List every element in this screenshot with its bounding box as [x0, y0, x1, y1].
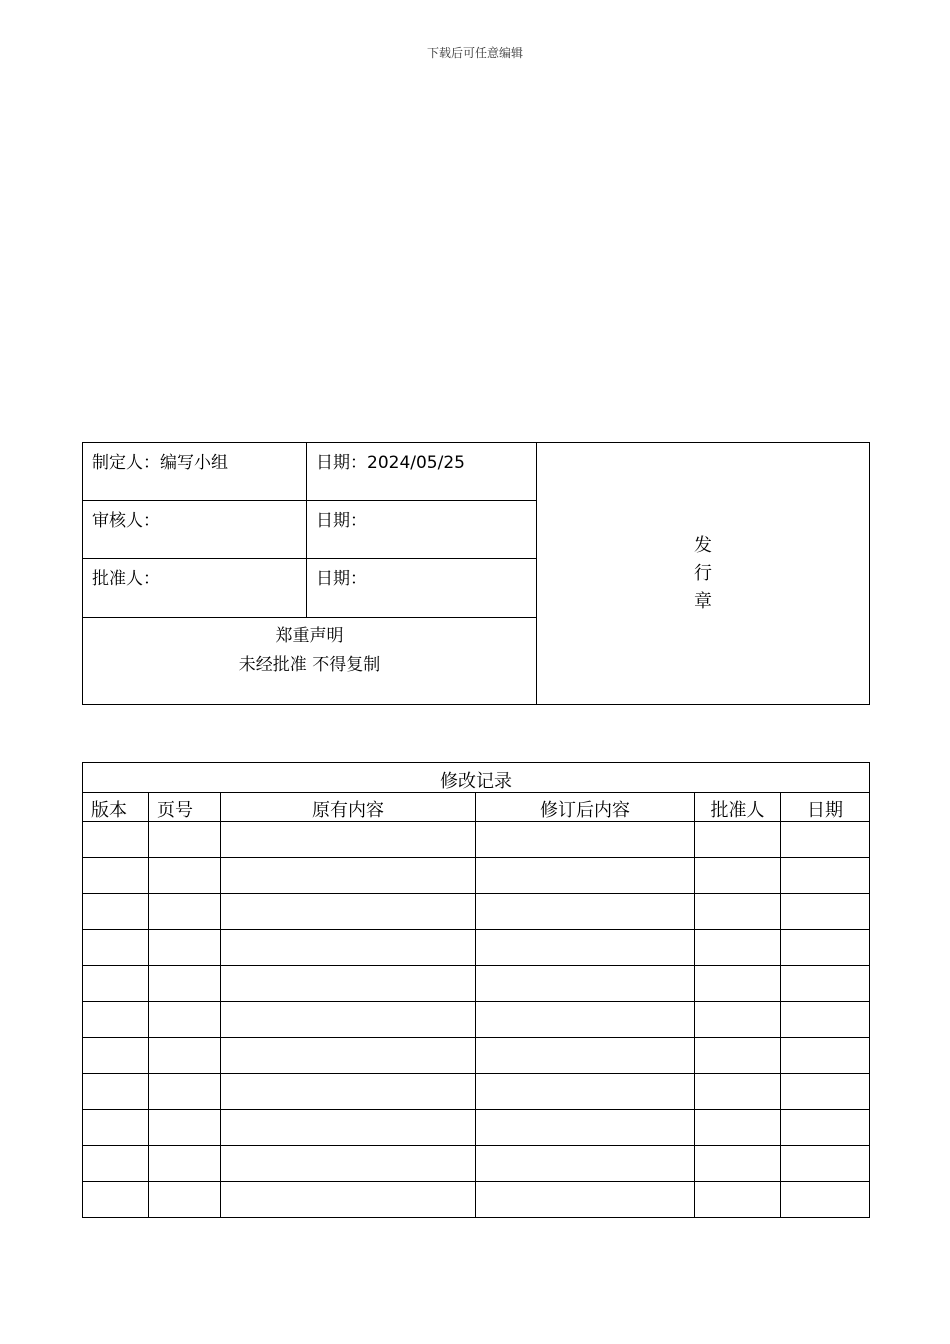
table-cell[interactable]: [476, 822, 695, 858]
table-cell[interactable]: [221, 1002, 476, 1038]
column-header-page: 页号: [149, 793, 221, 822]
table-row: [83, 1038, 870, 1074]
stamp-char: 章: [694, 590, 712, 612]
table-cell[interactable]: [83, 966, 149, 1002]
table-cell[interactable]: [695, 1110, 781, 1146]
table-cell[interactable]: [695, 1074, 781, 1110]
table-cell[interactable]: [221, 1182, 476, 1218]
table-cell[interactable]: [781, 1002, 870, 1038]
table-cell[interactable]: [221, 1038, 476, 1074]
table-row: [83, 858, 870, 894]
issue-stamp-cell: [537, 443, 870, 705]
table-row: [83, 1110, 870, 1146]
table-cell[interactable]: [149, 1182, 221, 1218]
table-row: [83, 966, 870, 1002]
table-cell[interactable]: [149, 894, 221, 930]
table-cell[interactable]: [476, 1182, 695, 1218]
table-row: [83, 894, 870, 930]
table-cell[interactable]: [781, 966, 870, 1002]
table-cell[interactable]: [221, 894, 476, 930]
table-cell[interactable]: [83, 1182, 149, 1218]
table-cell[interactable]: [476, 1074, 695, 1110]
table-cell[interactable]: [149, 822, 221, 858]
table-cell[interactable]: [83, 894, 149, 930]
declaration-cell: [83, 618, 537, 705]
table-cell[interactable]: [149, 1146, 221, 1182]
table-cell[interactable]: [476, 1146, 695, 1182]
table-cell[interactable]: [781, 930, 870, 966]
table-cell[interactable]: [83, 1110, 149, 1146]
column-header-version: 版本: [83, 793, 149, 822]
table-cell[interactable]: [781, 1182, 870, 1218]
table-cell[interactable]: [221, 966, 476, 1002]
table-cell[interactable]: [149, 1002, 221, 1038]
header-note: 下载后可任意编辑: [426, 46, 523, 60]
revision-table: [82, 762, 870, 1218]
table-cell[interactable]: [221, 822, 476, 858]
table-cell[interactable]: [149, 966, 221, 1002]
table-cell[interactable]: [83, 1038, 149, 1074]
column-header-revised: 修订后内容: [476, 793, 695, 822]
table-cell[interactable]: [149, 1038, 221, 1074]
table-cell[interactable]: [781, 1074, 870, 1110]
table-cell[interactable]: [476, 894, 695, 930]
table-cell[interactable]: [83, 822, 149, 858]
reviewer-date-cell: 日期：: [307, 501, 537, 559]
stamp-char: 行: [694, 562, 712, 584]
table-cell[interactable]: [695, 966, 781, 1002]
table-cell[interactable]: [695, 894, 781, 930]
table-cell[interactable]: [221, 1074, 476, 1110]
table-cell[interactable]: [695, 1146, 781, 1182]
table-cell[interactable]: [83, 1074, 149, 1110]
table-cell[interactable]: [476, 858, 695, 894]
table-cell[interactable]: [221, 1110, 476, 1146]
table-row: [83, 822, 870, 858]
table-cell[interactable]: [83, 858, 149, 894]
table-cell[interactable]: [476, 1110, 695, 1146]
table-cell[interactable]: [781, 1038, 870, 1074]
table-cell[interactable]: [149, 930, 221, 966]
drafter-date-cell: 日期：2024/05/25: [307, 443, 537, 501]
column-header-approver: 批准人: [695, 793, 781, 822]
table-cell[interactable]: [781, 822, 870, 858]
table-row: [83, 1074, 870, 1110]
drafter-cell: 制定人：编写小组: [83, 443, 307, 501]
table-cell[interactable]: [781, 1110, 870, 1146]
table-cell[interactable]: [83, 1146, 149, 1182]
table-cell[interactable]: [695, 1182, 781, 1218]
table-cell[interactable]: [221, 930, 476, 966]
table-row: [83, 930, 870, 966]
reviewer-cell: 审核人：: [83, 501, 307, 559]
table-cell[interactable]: [149, 858, 221, 894]
table-cell[interactable]: [781, 894, 870, 930]
approver-date-cell: 日期：: [307, 559, 537, 618]
approval-table: [82, 442, 870, 705]
table-cell[interactable]: [781, 1146, 870, 1182]
declaration-title: 郑重声明: [275, 626, 344, 646]
table-cell[interactable]: [221, 1146, 476, 1182]
declaration-text: 未经批准 不得复制: [238, 655, 381, 675]
table-cell[interactable]: [149, 1110, 221, 1146]
stamp-char: 发: [694, 534, 712, 556]
column-header-original: 原有内容: [221, 793, 476, 822]
table-cell[interactable]: [695, 1038, 781, 1074]
table-cell[interactable]: [83, 930, 149, 966]
table-cell[interactable]: [476, 1038, 695, 1074]
table-cell[interactable]: [221, 858, 476, 894]
approver-cell: 批准人：: [83, 559, 307, 618]
table-cell[interactable]: [476, 1002, 695, 1038]
table-cell[interactable]: [695, 1002, 781, 1038]
table-cell[interactable]: [149, 1074, 221, 1110]
column-header-date: 日期: [781, 793, 870, 822]
table-row: [83, 1146, 870, 1182]
revision-body: [83, 822, 870, 1218]
issue-stamp: [694, 532, 712, 616]
table-row: [83, 1182, 870, 1218]
table-row: [83, 1002, 870, 1038]
table-cell[interactable]: [695, 822, 781, 858]
table-cell[interactable]: [695, 858, 781, 894]
table-cell[interactable]: [781, 858, 870, 894]
table-cell[interactable]: [695, 930, 781, 966]
table-cell[interactable]: [476, 966, 695, 1002]
table-cell[interactable]: [83, 1002, 149, 1038]
table-cell[interactable]: [476, 930, 695, 966]
revision-title: 修改记录: [83, 763, 870, 793]
